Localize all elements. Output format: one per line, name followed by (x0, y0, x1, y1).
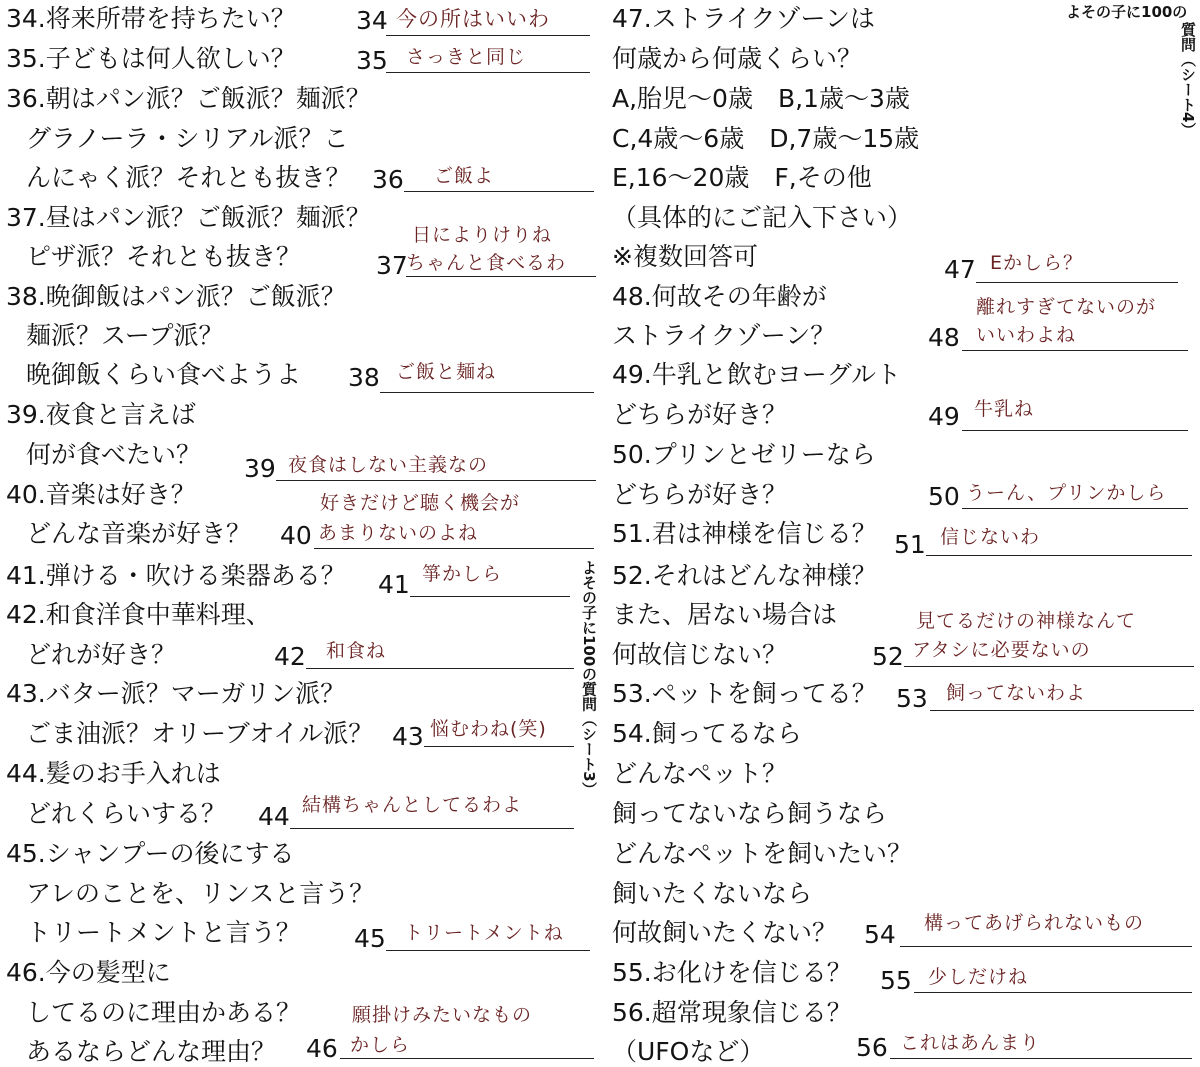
answer-number-52: 52 (872, 642, 904, 671)
answer-line-39 (276, 480, 596, 481)
answer-41: 箏かしら (422, 563, 503, 585)
question-50-line-1: 50.プリンとゼリーなら (612, 440, 876, 469)
answer-number-42: 42 (274, 642, 306, 671)
answer-37-line-2: ちゃんと食べるわ (406, 252, 567, 274)
answer-50: うーん、プリンかしら (966, 482, 1167, 504)
question-35: 35.子どもは何人欲しい？ (6, 44, 296, 73)
answer-number-55: 55 (880, 966, 912, 995)
answer-number-38: 38 (348, 363, 380, 392)
question-36-line-2: グラノーラ・シリアル派？こ (26, 124, 349, 153)
answer-number-54: 54 (864, 920, 896, 949)
answer-number-40: 40 (280, 521, 312, 550)
question-55: 55.お化けを信じる？ (612, 958, 852, 987)
answer-line-35 (386, 72, 590, 73)
answer-line-48 (962, 350, 1188, 351)
question-36-line-3: んにゃく派？それとも抜き？ (26, 163, 351, 192)
question-52-line-2: また、居ない場合は (612, 600, 838, 629)
question-39-line-2: 何が食べたい？ (26, 440, 202, 469)
question-36-line-1: 36.朝はパン派？ご飯派？麺派？ (6, 84, 371, 113)
answer-number-48: 48 (928, 323, 960, 352)
answer-number-43: 43 (392, 722, 424, 751)
answer-line-56 (890, 1058, 1192, 1059)
answer-55: 少しだけね (928, 966, 1029, 988)
sheet-4-title: よその子に100の (1066, 3, 1188, 21)
sheet-3-vertical-label: よその子に100の質問（シート3） (580, 560, 598, 797)
question-47-line-3: A,胎児〜0歳 B,1歳〜3歳 (612, 84, 910, 113)
question-48-line-1: 48.何故その年齢が (612, 282, 827, 311)
question-37-line-1: 37.昼はパン派？ご飯派？麺派？ (6, 203, 371, 232)
answer-line-38 (380, 392, 594, 393)
answer-47: Eかしら？ (990, 252, 1084, 274)
answer-53: 飼ってないわよ (946, 682, 1087, 704)
question-38-line-2: 麺派？スープ派？ (26, 321, 224, 350)
answer-number-49: 49 (928, 402, 960, 431)
sheet-4-vertical-label: 質問（シート4） (1179, 22, 1197, 138)
answer-number-53: 53 (896, 684, 928, 713)
answer-49: 牛乳ね (974, 398, 1035, 420)
answer-number-39: 39 (244, 454, 276, 483)
question-47-line-4: C,4歳〜6歳 D,7歳〜15歳 (612, 124, 920, 153)
question-46-line-1: 46.今の髪型に (6, 958, 171, 987)
question-44-line-1: 44.髪のお手入れは (6, 759, 221, 788)
question-49-line-2: どちらが好き？ (612, 400, 788, 429)
question-54-line-2: どんなペット？ (612, 759, 788, 788)
answer-line-36 (404, 191, 594, 192)
answer-number-37: 37 (376, 251, 408, 280)
question-53: 53.ペットを飼ってる？ (612, 679, 877, 708)
question-45-line-2: アレのことを、リンスと言う？ (26, 879, 375, 908)
answer-35: さっきと同じ (406, 46, 527, 68)
answer-number-50: 50 (928, 482, 960, 511)
question-39-line-1: 39.夜食と言えば (6, 400, 196, 429)
question-56-line-1: 56.超常現象信じる？ (612, 998, 852, 1027)
answer-37-line-1: 日によりけりね (412, 224, 553, 246)
answer-line-41 (410, 596, 570, 597)
answer-line-46 (340, 1058, 594, 1059)
question-43-line-1: 43.バター派？マーガリン派？ (6, 679, 346, 708)
question-48-line-2: ストライクゾーン？ (612, 321, 836, 350)
question-40-line-1: 40.音楽は好き？ (6, 480, 196, 509)
answer-number-35: 35 (356, 46, 388, 75)
answer-43: 悩むわね(笑) (430, 718, 547, 740)
answer-51: 信じないわ (940, 526, 1041, 548)
question-47-line-6: （具体的にご記入下さい） (612, 203, 913, 232)
answer-46-line-2: かしら (350, 1034, 411, 1056)
question-47-line-5: E,16〜20歳 F,その他 (612, 163, 872, 192)
question-38-line-3: 晩御飯くらい食べようよ (26, 360, 302, 389)
question-46-line-3: あるならどんな理由？ (26, 1037, 277, 1066)
answer-line-50 (962, 508, 1188, 509)
question-43-line-2: ごま油派？オリーブオイル派？ (26, 719, 374, 748)
answer-45: トリートメントね (404, 922, 564, 944)
question-44-line-2: どれくらいする？ (26, 799, 227, 828)
answer-line-42 (306, 668, 574, 669)
answer-48-line-2: いいわよね (976, 324, 1077, 346)
answer-number-45: 45 (354, 924, 386, 953)
question-37-line-2: ピザ派？それとも抜き？ (26, 242, 302, 271)
question-54-line-4: どんなペットを飼いたい？ (612, 839, 913, 868)
answer-line-49 (962, 430, 1188, 431)
answer-line-55 (914, 992, 1192, 993)
answer-line-52 (904, 666, 1194, 667)
question-41: 41.弾ける・吹ける楽器ある？ (6, 561, 346, 590)
question-54-line-5: 飼いたくないなら (612, 879, 813, 908)
question-45-line-1: 45.シャンプーの後にする (6, 839, 295, 868)
answer-line-47 (976, 282, 1178, 283)
question-47-line-7: ※複数回答可 (612, 242, 758, 271)
answer-34: 今の所はいいわ (396, 7, 550, 31)
answer-line-45 (386, 950, 590, 951)
answer-number-47: 47 (944, 255, 976, 284)
question-49-line-1: 49.牛乳と飲むヨーグルト (612, 360, 902, 389)
question-54-line-3: 飼ってないなら飼うなら (612, 799, 888, 828)
question-52-line-1: 52.それはどんな神様？ (612, 561, 877, 590)
question-34: 34.将来所帯を持ちたい？ (6, 4, 296, 33)
answer-54: 構ってあげられないもの (924, 912, 1145, 934)
answer-line-34 (386, 35, 590, 36)
question-38-line-1: 38.晩御飯はパン派？ご飯派？ (6, 282, 346, 311)
answer-line-37 (406, 276, 596, 277)
answer-line-53 (930, 710, 1194, 711)
answer-line-44 (290, 828, 574, 829)
answer-52-line-1: 見てるだけの神様なんて (916, 610, 1137, 632)
question-47-line-1: 47.ストライクゾーンは (612, 4, 876, 33)
answer-46-line-1: 願掛けみたいなもの (352, 1004, 533, 1026)
answer-line-43 (424, 746, 574, 747)
question-40-line-2: どんな音楽が好き？ (26, 519, 252, 548)
answer-40-line-1: 好きだけど聴く機会が (320, 492, 521, 514)
answer-56: これはあんまり (900, 1032, 1041, 1054)
answer-48-line-1: 離れすぎてないのが (976, 296, 1157, 318)
question-54-line-6: 何故飼いたくない？ (612, 918, 838, 947)
answer-40-line-2: あまりないのよね (318, 522, 479, 544)
answer-36: ご飯よ (434, 165, 495, 187)
answer-39: 夜食はしない主義なの (288, 454, 489, 476)
answer-line-54 (900, 946, 1192, 947)
answer-number-44: 44 (258, 802, 290, 831)
answer-number-36: 36 (372, 165, 404, 194)
answer-42: 和食ね (326, 640, 387, 662)
question-42-line-1: 42.和食洋食中華料理、 (6, 600, 271, 629)
answer-line-51 (926, 555, 1192, 556)
answer-number-46: 46 (306, 1034, 338, 1063)
question-50-line-2: どちらが好き？ (612, 480, 788, 509)
question-52-line-3: 何故信じない？ (612, 640, 788, 669)
answer-52-line-2: アタシに必要ないの (912, 639, 1091, 661)
question-42-line-2: どれが好き？ (26, 640, 177, 669)
answer-44: 結構ちゃんとしてるわよ (302, 794, 523, 816)
question-47-line-2: 何歳から何歳くらい？ (612, 44, 863, 73)
answer-line-40 (314, 548, 594, 549)
question-45-line-3: トリートメントと言う？ (26, 918, 301, 947)
question-54-line-1: 54.飼ってるなら (612, 719, 802, 748)
answer-number-34: 34 (356, 6, 388, 35)
answer-number-51: 51 (894, 530, 926, 559)
question-56-line-2: （UFOなど） (612, 1037, 765, 1066)
answer-number-41: 41 (378, 570, 410, 599)
answer-38: ご飯と麺ね (396, 361, 497, 383)
question-51: 51.君は神様を信じる？ (612, 519, 877, 548)
answer-number-56: 56 (856, 1033, 888, 1062)
question-46-line-2: してるのに理由かある？ (26, 998, 302, 1027)
